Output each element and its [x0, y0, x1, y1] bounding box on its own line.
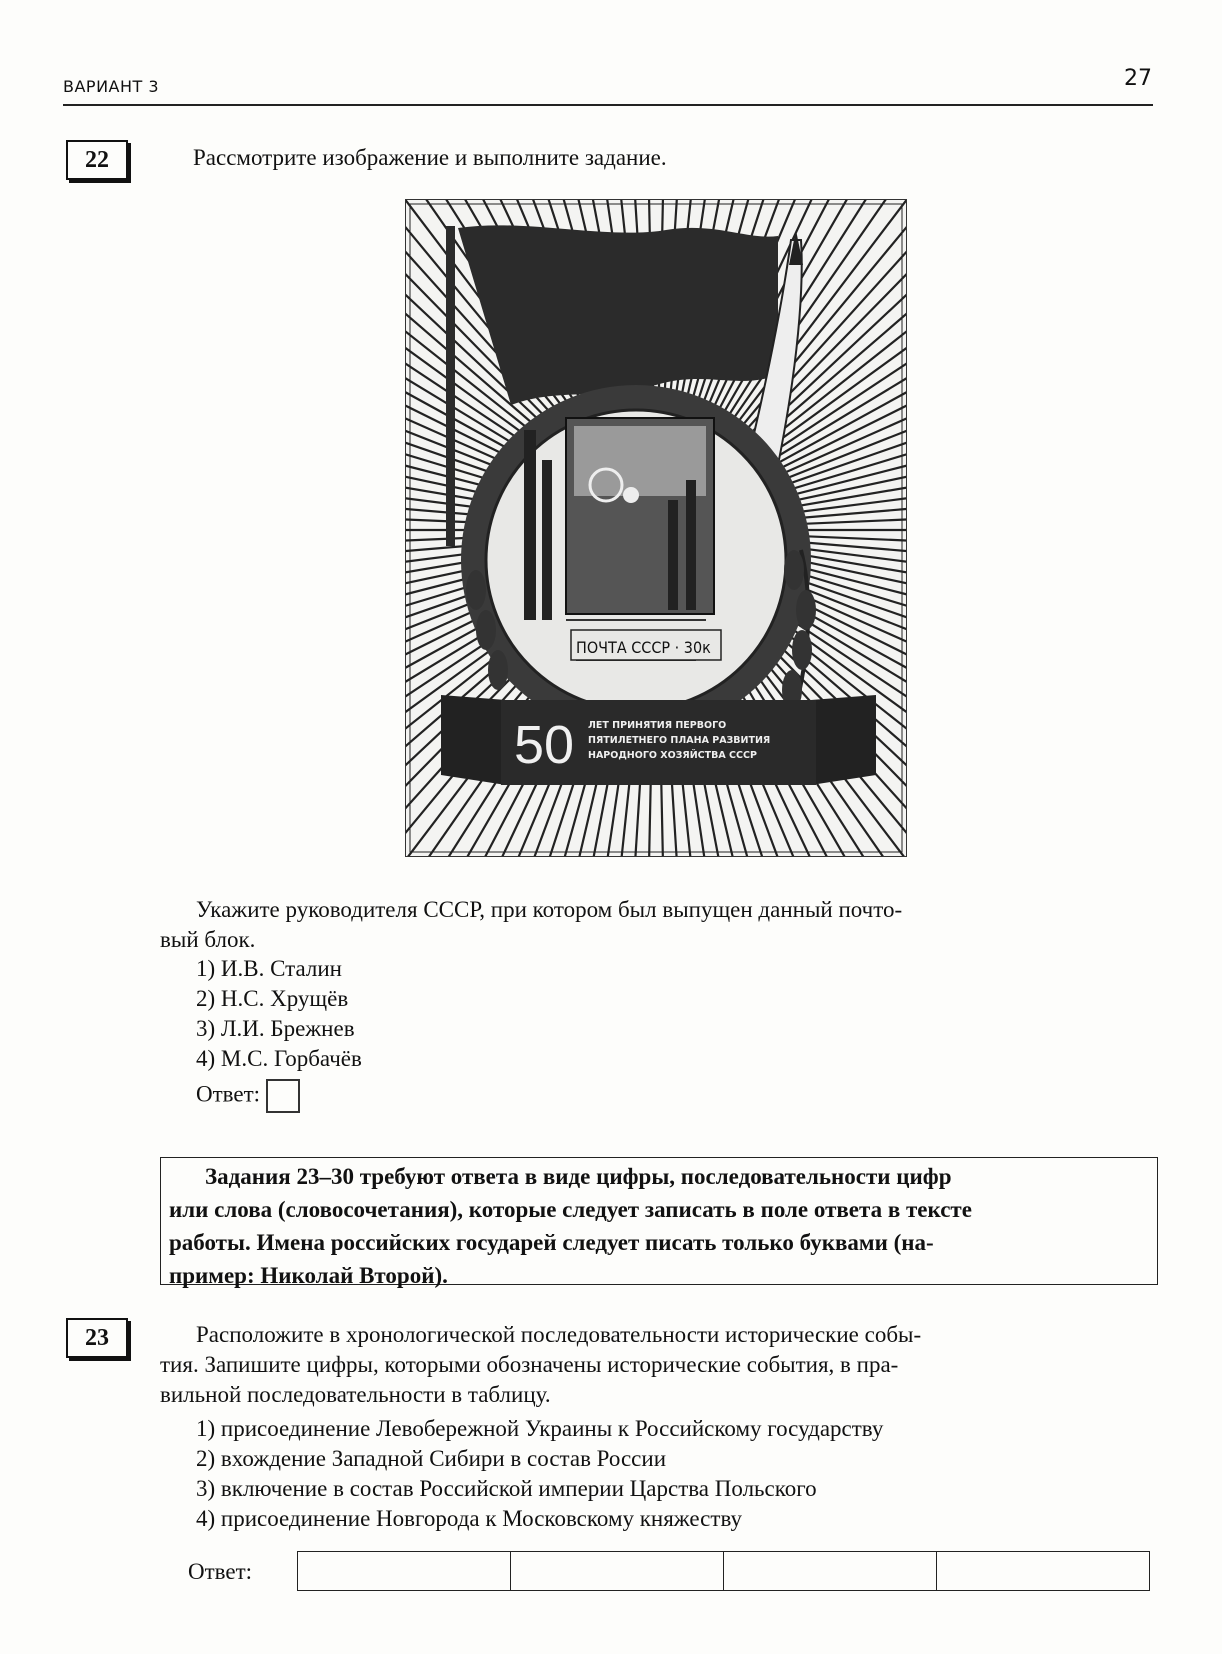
- task-22-number: 22: [66, 140, 128, 180]
- task-23-answer-label: Ответ:: [188, 1559, 253, 1584]
- stamp-caption-line: ПЯТИЛЕТНЕГО ПЛАНА РАЗВИТИЯ: [588, 735, 771, 746]
- note-line: пример: Николай Второй).: [169, 1263, 448, 1288]
- stamp-caption-line: НАРОДНОГО ХОЗЯЙСТВА СССР: [588, 750, 757, 761]
- task-23-option: 1) присоединение Левобережной Украины к Российскому государству: [196, 1416, 884, 1441]
- task-22-instruction: Рассмотрите изображение и выполните задание.: [193, 145, 667, 170]
- task-23-line: вильной последовательности в таблицу.: [160, 1382, 551, 1407]
- note-line: или слова (словосочетания), которые следует записать в поле ответа в тексте: [169, 1197, 972, 1222]
- task-22-option: 2) Н.С. Хрущёв: [196, 986, 349, 1011]
- page-number: 27: [1124, 66, 1152, 91]
- task-22-answer-label: Ответ:: [196, 1081, 261, 1107]
- task-23-answer-cell[interactable]: [511, 1552, 724, 1591]
- note-line: работы. Имена российских государей следует писать только буквами (на-: [169, 1230, 934, 1255]
- task-22-option: 3) Л.И. Брежнев: [196, 1016, 355, 1041]
- task-22-option: 1) И.В. Сталин: [196, 956, 342, 981]
- variant-label: ВАРИАНТ 3: [63, 77, 160, 96]
- task-23-option: 3) включение в состав Российской империи Царства Польского: [196, 1476, 817, 1501]
- header-divider: [63, 104, 1153, 106]
- task-23-option: 4) присоединение Новгорода к Московскому княжеству: [196, 1506, 743, 1531]
- instructions-note: [160, 1157, 1158, 1288]
- stamp-anniversary-number: 50: [514, 715, 575, 775]
- task-23-answer-table: [297, 1551, 1150, 1591]
- task-22-question-line: вый блок.: [160, 927, 256, 952]
- task-22-answer-field[interactable]: [266, 1079, 300, 1113]
- stamp-post-label: ПОЧТА СССР · 30к: [576, 638, 711, 657]
- stamp-caption-line: ЛЕТ ПРИНЯТИЯ ПЕРВОГО: [588, 720, 727, 731]
- task-23-line: тия. Запишите цифры, которыми обозначены исторические события, в пра-: [160, 1352, 899, 1377]
- task-23-line: Расположите в хронологической последовательности исторические собы-: [196, 1322, 922, 1347]
- postage-stamp-image: [405, 199, 907, 857]
- task-22-question-line: Укажите руководителя СССР, при котором был выпущен данный почто-: [196, 897, 903, 922]
- task-22-option: 4) М.С. Горбачёв: [196, 1046, 362, 1071]
- note-line: Задания 23–30 требуют ответа в виде цифры, последовательности цифр: [205, 1164, 952, 1189]
- task-23-answer-cell[interactable]: [937, 1552, 1150, 1591]
- task-23-number: 23: [66, 1318, 128, 1358]
- task-23-option: 2) вхождение Западной Сибири в состав России: [196, 1446, 667, 1471]
- task-23-answer-cell[interactable]: [298, 1552, 511, 1591]
- task-23-answer-cell[interactable]: [724, 1552, 937, 1591]
